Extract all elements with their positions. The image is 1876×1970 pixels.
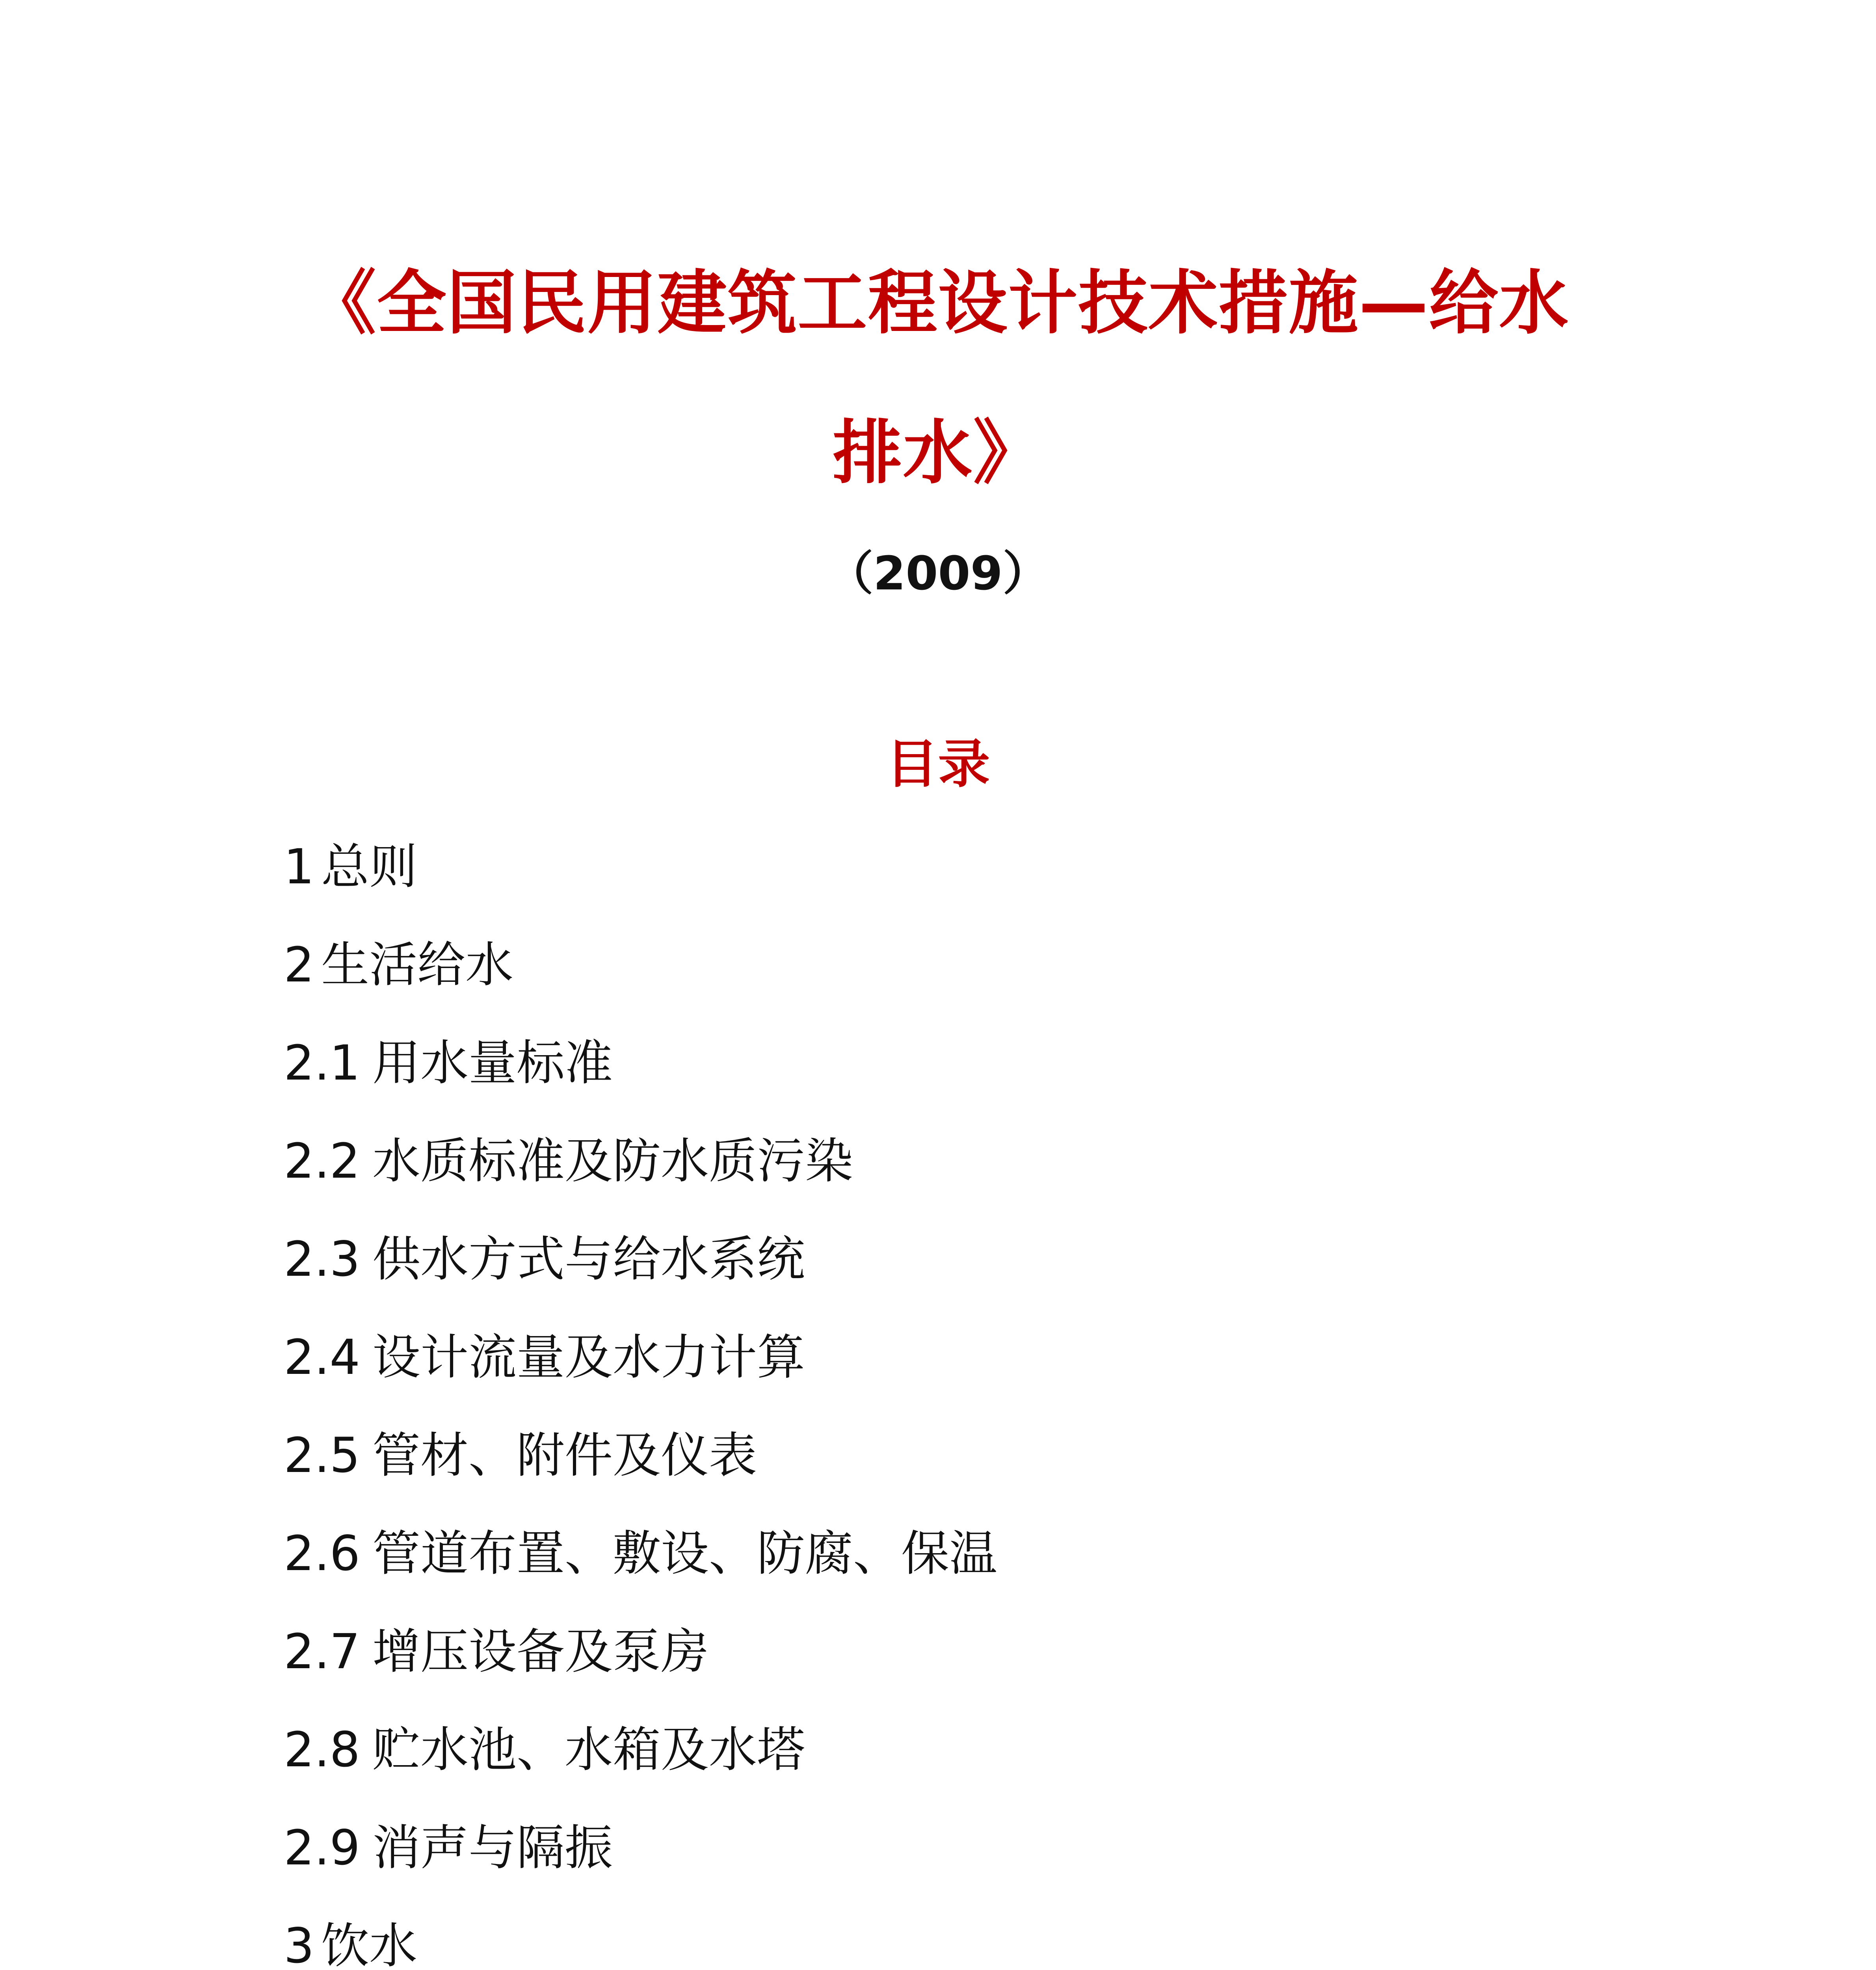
toc-item-label: 贮水池、水箱及水塔 <box>372 1722 805 1778</box>
toc-item <box>284 1322 1045 1420</box>
toc-item-number: 2.3 <box>284 1231 361 1287</box>
document-year: （2009） <box>827 546 1049 600</box>
toc-item-number: 2 <box>284 937 314 993</box>
toc-item-number: 2.1 <box>284 1035 361 1091</box>
toc-item-number: 3 <box>284 1918 314 1970</box>
toc-item-number: 2.4 <box>284 1329 361 1385</box>
toc-item <box>284 1616 1045 1714</box>
toc-item <box>284 1714 1045 1812</box>
toc-item-number: 2.8 <box>284 1722 361 1778</box>
toc-item <box>284 1420 1045 1518</box>
toc-item <box>284 1518 1045 1616</box>
table-of-contents <box>284 831 1045 1970</box>
toc-item-label: 消声与隔振 <box>372 1820 613 1876</box>
document-title-line-2: 排水》 <box>833 413 1043 493</box>
toc-item-number: 1 <box>284 839 314 895</box>
toc-item-label: 供水方式与给水系统 <box>372 1231 805 1287</box>
toc-item-number: 2.6 <box>284 1526 361 1582</box>
toc-item-label: 设计流量及水力计算 <box>372 1329 805 1385</box>
toc-item-label: 水质标准及防水质污染 <box>372 1133 853 1189</box>
toc-item <box>284 1028 1045 1126</box>
document-title-line-1: 《全国民用建筑工程设计技术措施—给水 <box>307 263 1569 344</box>
toc-item-number: 2.9 <box>284 1820 361 1876</box>
toc-item-number: 2.7 <box>284 1624 361 1680</box>
toc-item-label: 管道布置、敷设、防腐、保温 <box>372 1526 997 1582</box>
toc-item <box>284 1224 1045 1322</box>
toc-item <box>284 1911 1045 1970</box>
toc-item-label: 生活给水 <box>321 937 513 993</box>
toc-item <box>284 929 1045 1028</box>
toc-heading: 目录 <box>886 734 990 795</box>
toc-item-label: 总则 <box>321 839 417 895</box>
toc-item-number: 2.5 <box>284 1427 361 1483</box>
toc-item <box>284 1812 1045 1911</box>
toc-item-label: 增压设备及泵房 <box>372 1624 709 1680</box>
toc-item <box>284 831 1045 929</box>
toc-item-label: 用水量标准 <box>372 1035 613 1091</box>
toc-item <box>284 1126 1045 1224</box>
toc-item-label: 饮水 <box>321 1918 417 1970</box>
toc-item-number: 2.2 <box>284 1133 361 1189</box>
toc-item-label: 管材、附件及仪表 <box>372 1427 757 1483</box>
